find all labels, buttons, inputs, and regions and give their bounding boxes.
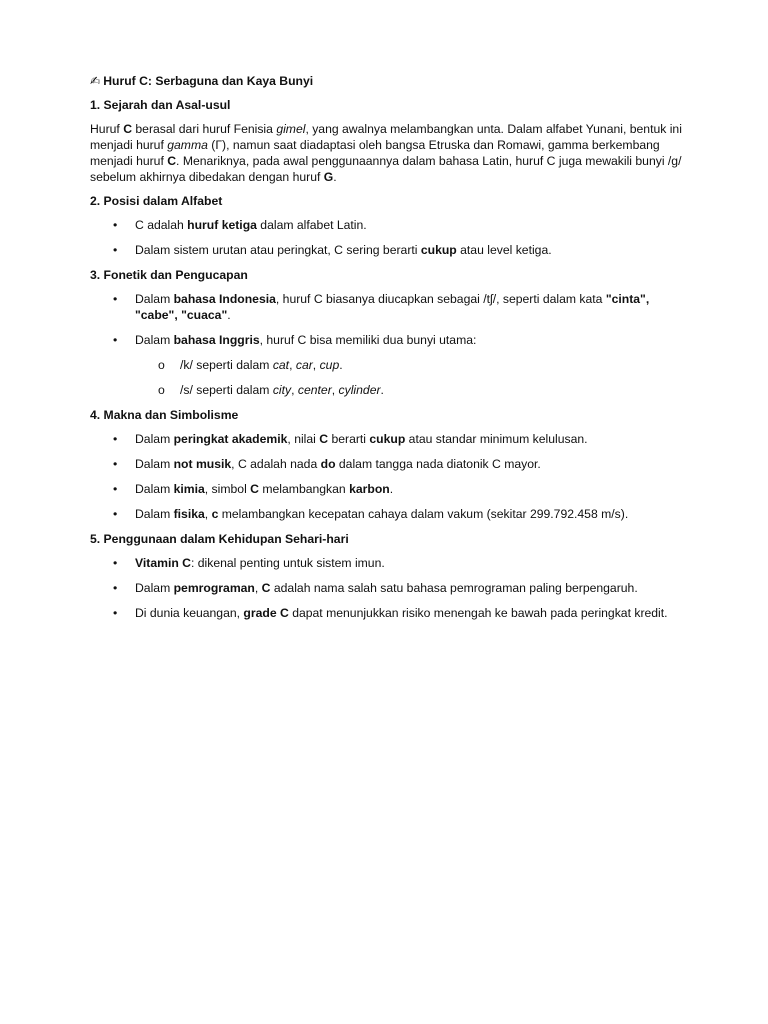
text-run: atau level ketiga. xyxy=(456,243,552,257)
bold-run: C xyxy=(167,154,177,168)
document-page xyxy=(90,73,690,630)
italic-run: gamma xyxy=(167,138,208,152)
bold-run: C xyxy=(319,432,329,446)
text-run: , huruf C biasanya diucapkan sebagai /tʃ/, seperti dalam kata xyxy=(275,292,606,306)
bold-run: G xyxy=(323,170,334,184)
bold-run: C xyxy=(123,122,133,136)
bold-run: "cinta", "cabe", "cuaca" xyxy=(135,292,650,322)
text-run: /k/ seperti dalam xyxy=(180,358,273,372)
text-run: berasal dari huruf Fenisia xyxy=(132,122,277,136)
bold-run: fisika xyxy=(173,507,205,521)
text-run: C adalah xyxy=(135,218,188,232)
text-run: melambangkan kecepatan cahaya dalam vakum (sekitar 299.792.458 m/s). xyxy=(218,507,629,521)
text-run: . xyxy=(227,308,231,322)
list-item xyxy=(90,332,690,398)
text-run: /s/ seperti dalam xyxy=(180,383,273,397)
list-item xyxy=(90,431,690,447)
list-item xyxy=(90,580,690,596)
bold-run: not musik xyxy=(173,457,232,471)
bold-run: pemrograman xyxy=(173,581,255,595)
bold-run: karbon xyxy=(349,482,390,496)
bold-run: bahasa Inggris xyxy=(173,333,260,347)
text-run: , yang awalnya melambangkan unta. Dalam alfabet Yunani, bentuk ini menjadi huruf xyxy=(90,122,682,152)
italic-run: city xyxy=(272,383,292,397)
text-run: Dalam xyxy=(135,292,174,306)
list-item xyxy=(90,291,690,323)
section-heading-posisi: 2. Posisi dalam Alfabet xyxy=(90,194,223,208)
sub-list-item xyxy=(135,357,690,373)
list-item xyxy=(90,456,690,472)
text-run: atau standar minimum kelulusan. xyxy=(405,432,588,446)
bold-run: do xyxy=(320,457,336,471)
list-item xyxy=(90,217,690,233)
text-run: : dikenal penting untuk sistem imun. xyxy=(191,556,385,570)
text-run: melambangkan xyxy=(258,482,350,496)
paragraph-sejarah xyxy=(90,121,690,185)
italic-run: cylinder xyxy=(338,383,381,397)
section-heading-penggunaan: 5. Penggunaan dalam Kehidupan Sehari-hari xyxy=(90,532,349,546)
bullet-list-makna xyxy=(90,431,690,522)
italic-run: car xyxy=(295,358,313,372)
text-run: berarti xyxy=(328,432,370,446)
italic-run: gimel xyxy=(276,122,306,136)
bold-run: peringkat akademik xyxy=(173,432,288,446)
bold-run: C xyxy=(250,482,259,496)
text-run: , C adalah nada xyxy=(231,457,321,471)
text-run: Di dunia keuangan, xyxy=(135,606,244,620)
text-run: (Γ), namun saat diadaptasi oleh bangsa Etruska dan Romawi, gamma berkembang menjadi huruf xyxy=(90,138,660,168)
text-run: Dalam sistem urutan atau peringkat, C sering berarti xyxy=(135,243,421,257)
text-run: . xyxy=(380,383,384,397)
section-heading-sejarah: 1. Sejarah dan Asal-usul xyxy=(90,98,231,112)
writing-hand-icon: ✍ xyxy=(90,74,101,88)
text-run: . xyxy=(333,170,337,184)
text-run: Dalam xyxy=(135,432,174,446)
text-run: , simbol xyxy=(204,482,251,496)
sub-list-item xyxy=(135,382,690,398)
text-run: . Menariknya, pada awal penggunaannya dalam bahasa Latin, huruf C juga mewakili bunyi /g/ sebelum akhirnya dibedakan dengan huruf xyxy=(90,154,682,184)
text-run: , nilai xyxy=(287,432,320,446)
text-run: Dalam xyxy=(135,482,174,496)
title-text: Huruf C: Serbaguna dan Kaya Bunyi xyxy=(103,74,314,88)
text-run: , xyxy=(291,383,298,397)
text-run: , xyxy=(204,507,212,521)
bold-run: kimia xyxy=(173,482,205,496)
text-run: Dalam xyxy=(135,507,174,521)
bold-run: cukup xyxy=(369,432,406,446)
section-heading-makna: 4. Makna dan Simbolisme xyxy=(90,408,239,422)
text-run: dapat menunjukkan risiko menengah ke bawah pada peringkat kredit. xyxy=(288,606,668,620)
text-run: . xyxy=(339,358,343,372)
text-run: dalam tangga nada diatonik C mayor. xyxy=(335,457,541,471)
bullet-list-fonetik xyxy=(90,291,690,398)
bold-run: huruf ketiga xyxy=(187,218,257,232)
text-run: Huruf xyxy=(90,122,124,136)
italic-run: cat xyxy=(272,358,290,372)
text-run: Dalam xyxy=(135,457,174,471)
bold-run: C xyxy=(261,581,271,595)
bold-run: c xyxy=(211,507,219,521)
text-run: Dalam xyxy=(135,333,174,347)
bullet-list-posisi xyxy=(90,217,690,258)
text-run: , huruf C bisa memiliki dua bunyi utama: xyxy=(259,333,477,347)
section-heading-fonetik: 3. Fonetik dan Pengucapan xyxy=(90,268,248,282)
text-run: , xyxy=(289,358,296,372)
document-title xyxy=(90,73,690,89)
text-run: . xyxy=(389,482,394,496)
list-item xyxy=(90,506,690,522)
list-item xyxy=(90,555,690,571)
list-item xyxy=(90,605,690,621)
text-run: dalam alfabet Latin. xyxy=(256,218,367,232)
bold-run: cukup xyxy=(420,243,457,257)
text-run: , xyxy=(331,383,339,397)
bullet-list-penggunaan xyxy=(90,555,690,621)
text-run: , xyxy=(254,581,262,595)
text-run: , xyxy=(312,358,320,372)
italic-run: cup xyxy=(319,358,340,372)
text-run: adalah nama salah satu bahasa pemrograman paling berpengaruh. xyxy=(270,581,638,595)
list-item xyxy=(90,481,690,497)
bold-run: bahasa Indonesia xyxy=(173,292,276,306)
bold-run: Vitamin C xyxy=(135,556,191,570)
text-run: Dalam xyxy=(135,581,174,595)
list-item xyxy=(90,242,690,258)
bold-run: grade C xyxy=(243,606,289,620)
sub-list-bunyi xyxy=(135,357,690,398)
italic-run: center xyxy=(297,383,332,397)
